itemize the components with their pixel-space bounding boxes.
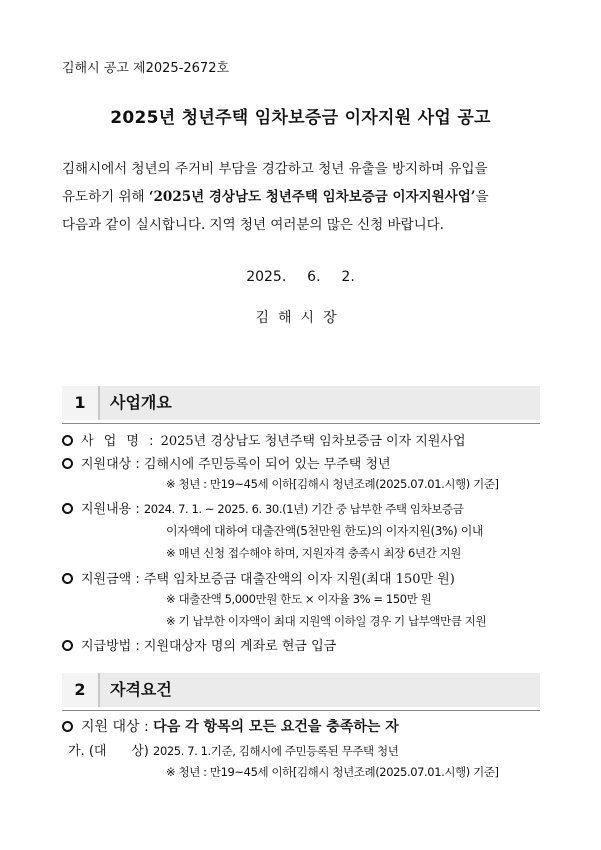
row-amount [62,568,455,587]
intro-line-2-pre: 유도하기 위해 [62,189,149,205]
intro-line-1: 김해시에서 청년의 주거비 부담을 경감하고 청년 유출을 방지하며 유입을 [62,161,488,177]
section-1-rule [62,423,540,424]
row-content [62,498,463,517]
circle-bullet-icon [62,503,73,514]
note-annual-application: ※ 매년 신청 접수해야 하며, 지원자격 충족시 최장 6년간 지원 [166,546,462,560]
row-project-name [62,430,466,449]
label-target: 지원대상 : [81,457,140,472]
note-item-a-youth-age: ※ 청년 : 만19~45세 이하[김해시 청년조례(2025.07.01.시행) 기준] [166,765,499,779]
label-content: 지원내용 : [81,502,140,517]
notice-date: 2025. 6. 2. [246,269,355,285]
circle-bullet-icon [62,640,73,651]
row-eligibility-target [62,716,399,736]
row-payment [62,635,336,654]
document-title: 2025년 청년주택 임차보증금 이자지원 사업 공고 [110,108,491,128]
circle-bullet-icon [62,458,73,469]
value-eligibility-target: 다음 각 항목의 모든 요건을 충족하는 자 [153,719,399,735]
label-project-name: 사 업 명 : [81,434,157,449]
value-amount: 주택 임차보증금 대출잔액의 이자 지원(최대 150만 원) [143,572,455,587]
value-target: 김해시에 주민등록이 되어 있는 무주택 청년 [143,457,391,472]
notice-number: 김해시 공고 제2025-2672호 [62,61,230,76]
note-youth-age: ※ 청년 : 만19~45세 이하[김해시 청년조례(2025.07.01.시행) 기준] [166,477,499,491]
intro-line-3: 다음과 같이 실시합니다. 지역 청년 여러분의 많은 신청 바랍니다. [62,217,444,233]
section-1-title: 사업개요 [110,393,172,412]
section-2-header [62,673,540,707]
value-content-1: 2024. 7. 1. ~ 2025. 6. 30.(1년) 기간 중 납부한 주택 임차보증금 [143,502,464,516]
row-target [62,453,391,472]
circle-bullet-icon [62,573,73,584]
value-item-a: 2025. 7. 1.기준, 김해시에 주민등록된 무주택 청년 [153,744,399,758]
value-project-name: 2025년 경상남도 청년주택 임차보증금 이자 지원사업 [160,434,466,449]
section-2-title: 자격요건 [110,680,172,699]
label-payment: 지급방법 : [81,639,140,654]
circle-bullet-icon [62,435,73,446]
program-name-bold: ‘2025년 경상남도 청년주택 임차보증금 이자지원사업’ [148,189,476,205]
section-2-number: 2 [62,673,100,707]
label-item-a: 가. (대 상) [68,744,149,759]
value-content-2: 이자액에 대하여 대출잔액(5천만원 한도)의 이자지원(3%) 이내 [166,524,484,538]
row-item-a [68,740,398,759]
label-eligibility-target: 지원 대상 : [81,719,149,735]
note-amount-paid: ※ 기 납부한 이자액이 최대 지원액 이하일 경우 기 납부액만큼 지원 [166,614,487,628]
circle-bullet-icon [62,721,73,732]
intro-paragraph [62,155,542,239]
intro-line-2 [62,183,542,211]
issuer-mayor: 김해시장 [255,310,346,326]
label-amount: 지원금액 : [81,572,140,587]
section-1-header [62,386,540,420]
intro-line-2-post: 을 [475,189,489,205]
section-1-number: 1 [62,386,100,420]
section-2-rule [62,710,540,711]
value-payment: 지원대상자 명의 계좌로 현금 입금 [143,639,337,654]
note-amount-calc: ※ 대출잔액 5,000만원 한도 × 이자율 3% = 150만 원 [166,592,432,606]
